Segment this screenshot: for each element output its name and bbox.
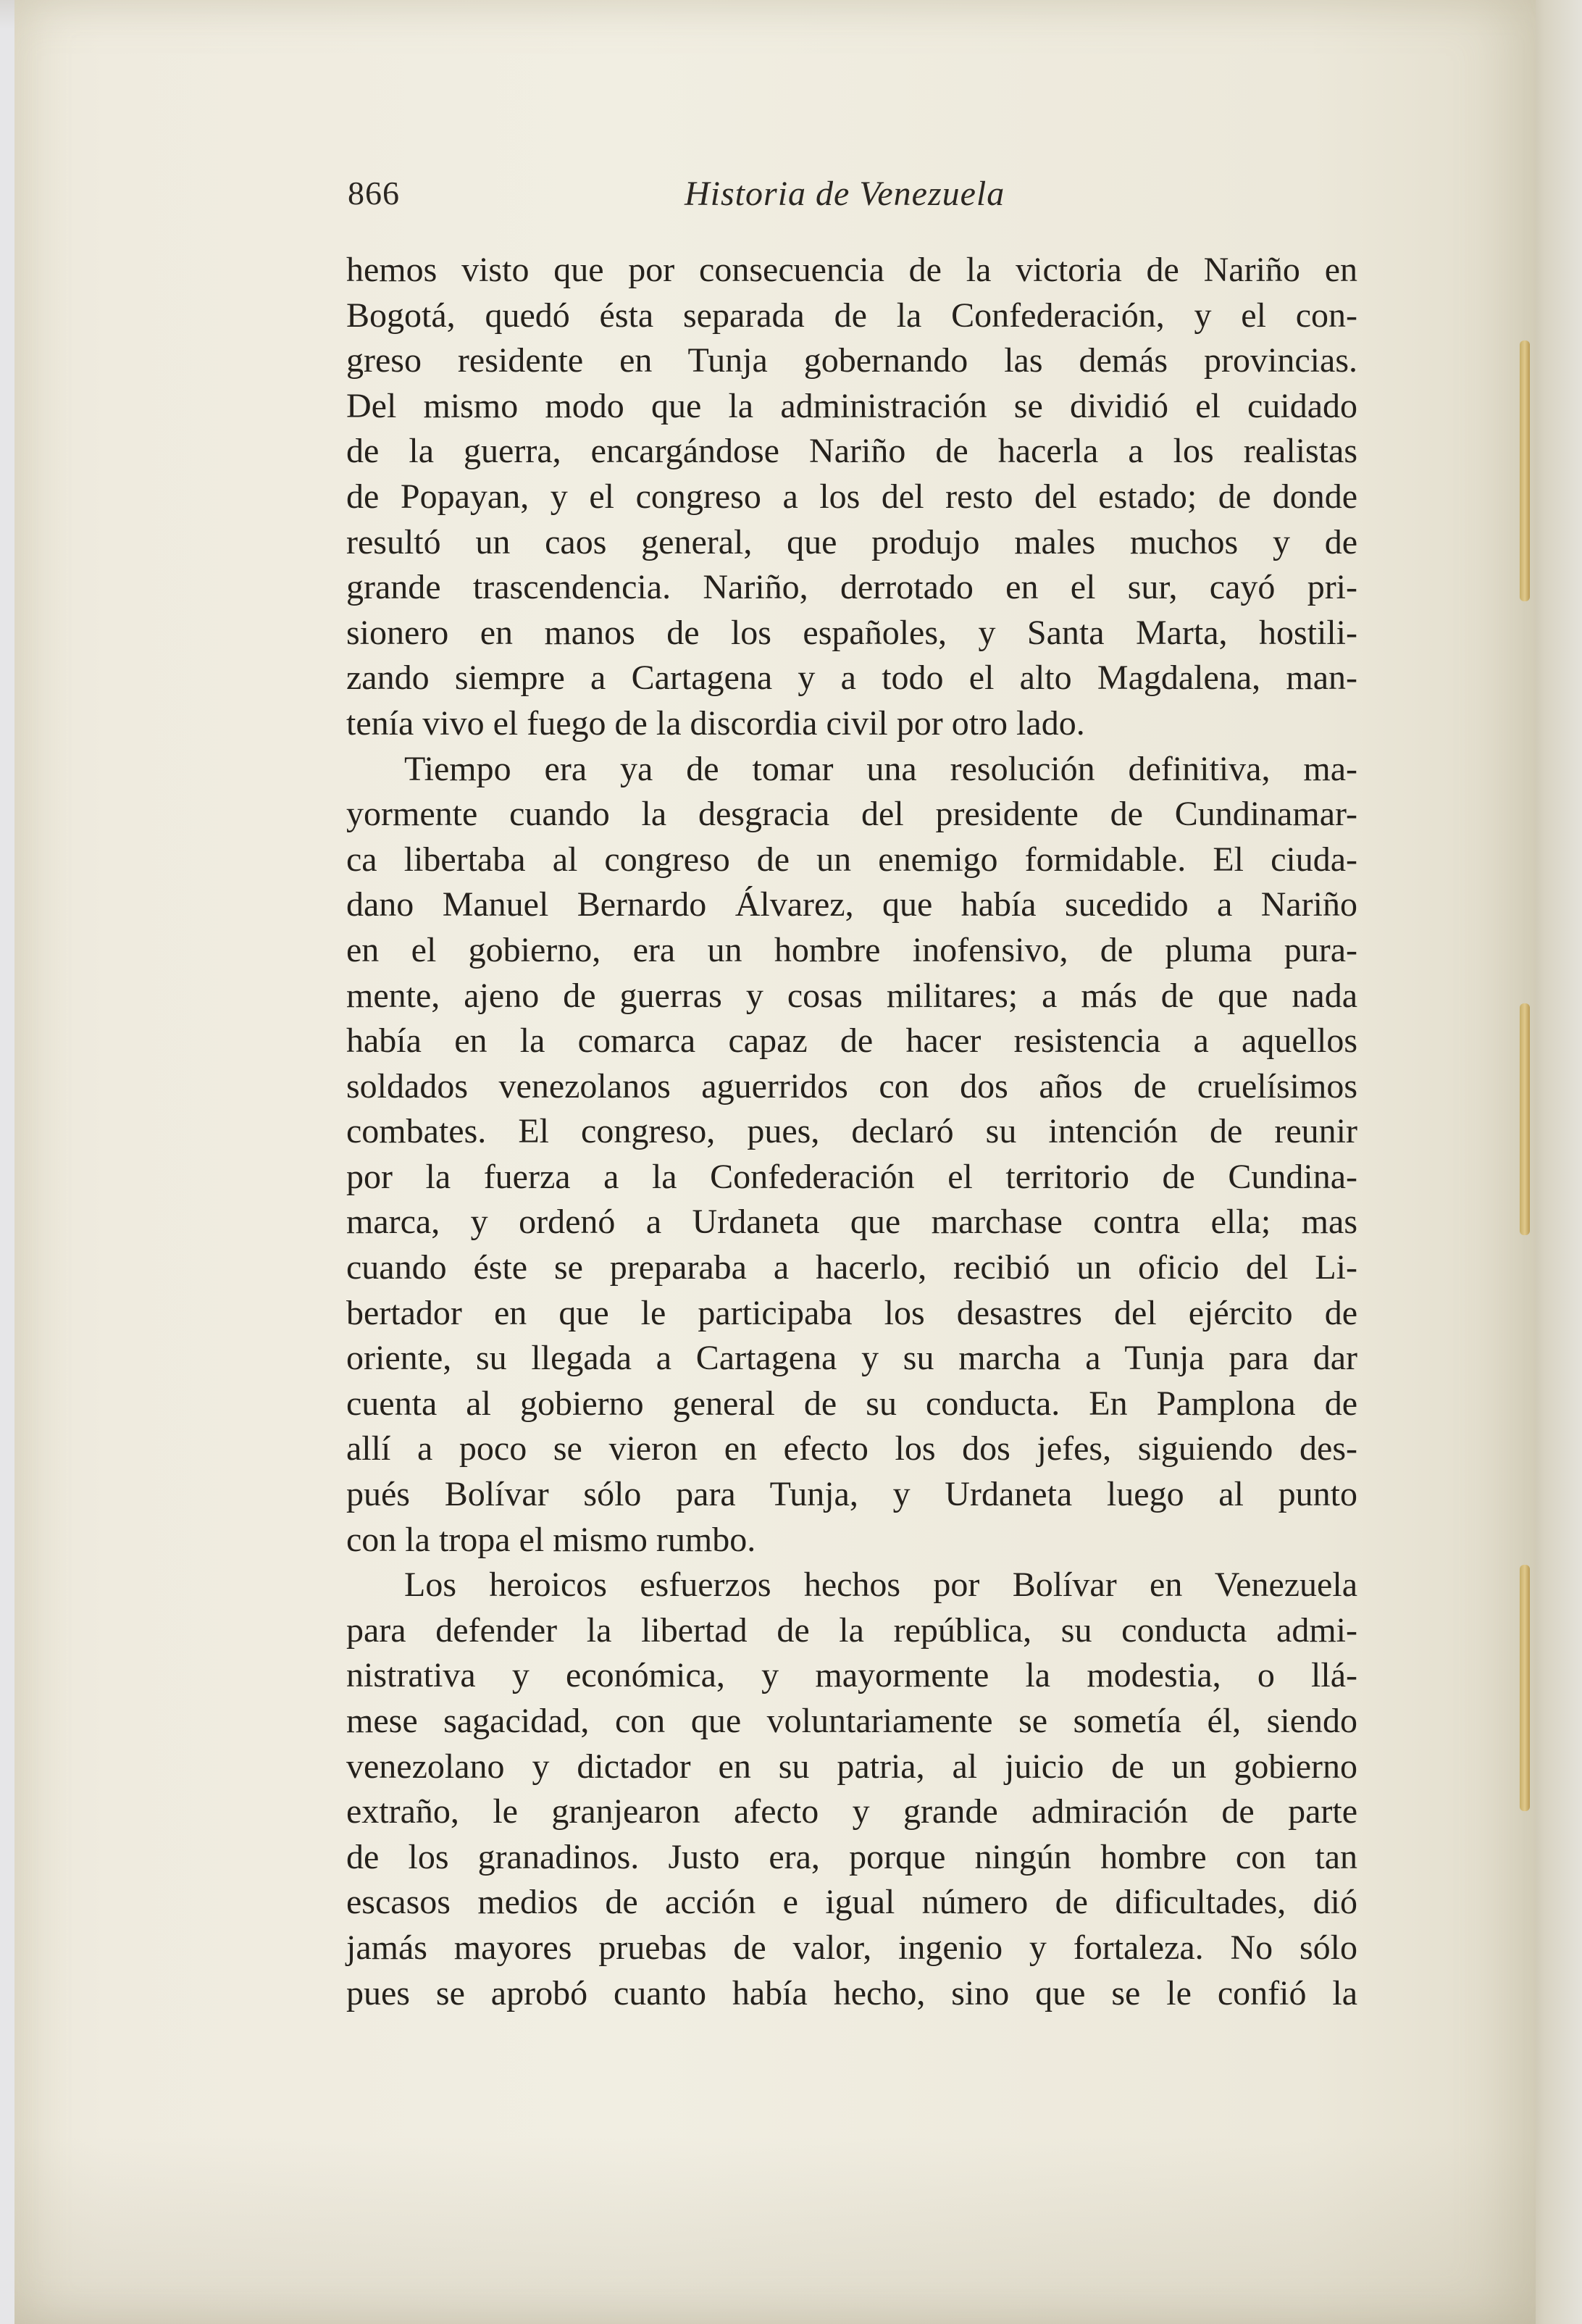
page-number: 866 (348, 175, 400, 212)
text-line: oriente, su llegada a Cartagena y su marcha a Tunja para dar (346, 1339, 1357, 1378)
text-line: Bogotá, quedó ésta separada de la Confederación, y el con- (346, 296, 1357, 335)
paragraph-3 (346, 1563, 1357, 2016)
text-line: de la guerra, encargándose Nariño de hacerla a los realistas (346, 432, 1357, 471)
text-line: venezolano y dictador en su patria, al juicio de un gobierno (346, 1747, 1357, 1786)
text-line: extraño, le granjearon afecto y grande admiración de parte (346, 1792, 1357, 1831)
text-line: pués Bolívar sólo para Tunja, y Urdaneta luego al punto (346, 1475, 1357, 1514)
text-line: pues se aprobó cuanto había hecho, sino que se le confió la (346, 1973, 1357, 2012)
paragraph-2 (346, 747, 1357, 1563)
text-line: jamás mayores pruebas de valor, ingenio y fortaleza. No sólo (346, 1928, 1357, 1967)
book-page (14, 0, 1536, 2324)
text-line: mente, ajeno de guerras y cosas militares; a más de que nada (346, 976, 1357, 1015)
text-line: marca, y ordenó a Urdaneta que marchase contra ella; mas (346, 1203, 1357, 1242)
text-line: por la fuerza a la Confederación el territorio de Cundina- (346, 1157, 1357, 1196)
binding-edge (1528, 0, 1582, 2324)
text-line: bertador en que le participaba los desastres del ejército de (346, 1293, 1357, 1332)
text-line: para defender la libertad de la república, su conducta admi- (346, 1610, 1357, 1650)
text-line: de Popayan, y el congreso a los del resto del estado; de donde (346, 477, 1357, 516)
text-line: Tiempo era ya de tomar una resolución definitiva, ma- (404, 749, 1357, 788)
binding-thread (1520, 1565, 1530, 1811)
text-line: allí a poco se vieron en efecto los dos jefes, siguiendo des- (346, 1429, 1357, 1468)
text-line: ca libertaba al congreso de un enemigo formidable. El ciuda- (346, 840, 1357, 879)
text-line: greso residente en Tunja gobernando las demás provincias. (346, 341, 1357, 380)
text-line: había en la comarca capaz de hacer resistencia a aquellos (346, 1021, 1357, 1061)
page-header (348, 174, 1355, 225)
text-line: con la tropa el mismo rumbo. (346, 1520, 756, 1559)
text-line: yormente cuando la desgracia del presidente de Cundinamar- (346, 795, 1357, 834)
text-line: cuando éste se preparaba a hacerlo, recibió un oficio del Li- (346, 1248, 1357, 1287)
text-line: en el gobierno, era un hombre inofensivo, de pluma pura- (346, 930, 1357, 969)
text-line: nistrativa y económica, y mayormente la modestia, o llá- (346, 1656, 1357, 1695)
text-line: soldados venezolanos aguerridos con dos años de cruelísimos (346, 1066, 1357, 1105)
text-line: Del mismo modo que la administración se dividió el cuidado (346, 386, 1357, 425)
text-line: sionero en manos de los españoles, y Santa Marta, hostili- (346, 613, 1357, 652)
text-line: hemos visto que por consecuencia de la victoria de Nariño en (346, 251, 1357, 289)
text-line: tenía vivo el fuego de la discordia civil por otro lado. (346, 703, 1085, 743)
running-title: Historia de Venezuela (685, 175, 1005, 213)
text-line: Los heroicos esfuerzos hechos por Bolívar en Venezuela (404, 1566, 1357, 1605)
body-text (346, 248, 1357, 2016)
text-line: resultó un caos general, que produjo males muchos y de (346, 522, 1357, 561)
text-line: escasos medios de acción e igual número de dificultades, dió (346, 1883, 1357, 1922)
text-line: zando siempre a Cartagena y a todo el alto Magdalena, man- (346, 659, 1357, 698)
text-line: mese sagacidad, con que voluntariamente se sometía él, siendo (346, 1702, 1357, 1740)
text-line: dano Manuel Bernardo Álvarez, que había sucedido a Nariño (346, 885, 1357, 924)
binding-thread (1520, 340, 1530, 601)
binding-thread (1520, 1003, 1530, 1235)
text-line: cuenta al gobierno general de su conducta. En Pamplona de (346, 1384, 1357, 1423)
paragraph-1 (346, 248, 1357, 747)
text-line: de los granadinos. Justo era, porque ningún hombre con tan (346, 1837, 1357, 1876)
text-line: grande trascendencia. Nariño, derrotado en el sur, cayó pri- (346, 568, 1357, 607)
text-line: combates. El congreso, pues, declaró su intención de reunir (346, 1112, 1357, 1151)
